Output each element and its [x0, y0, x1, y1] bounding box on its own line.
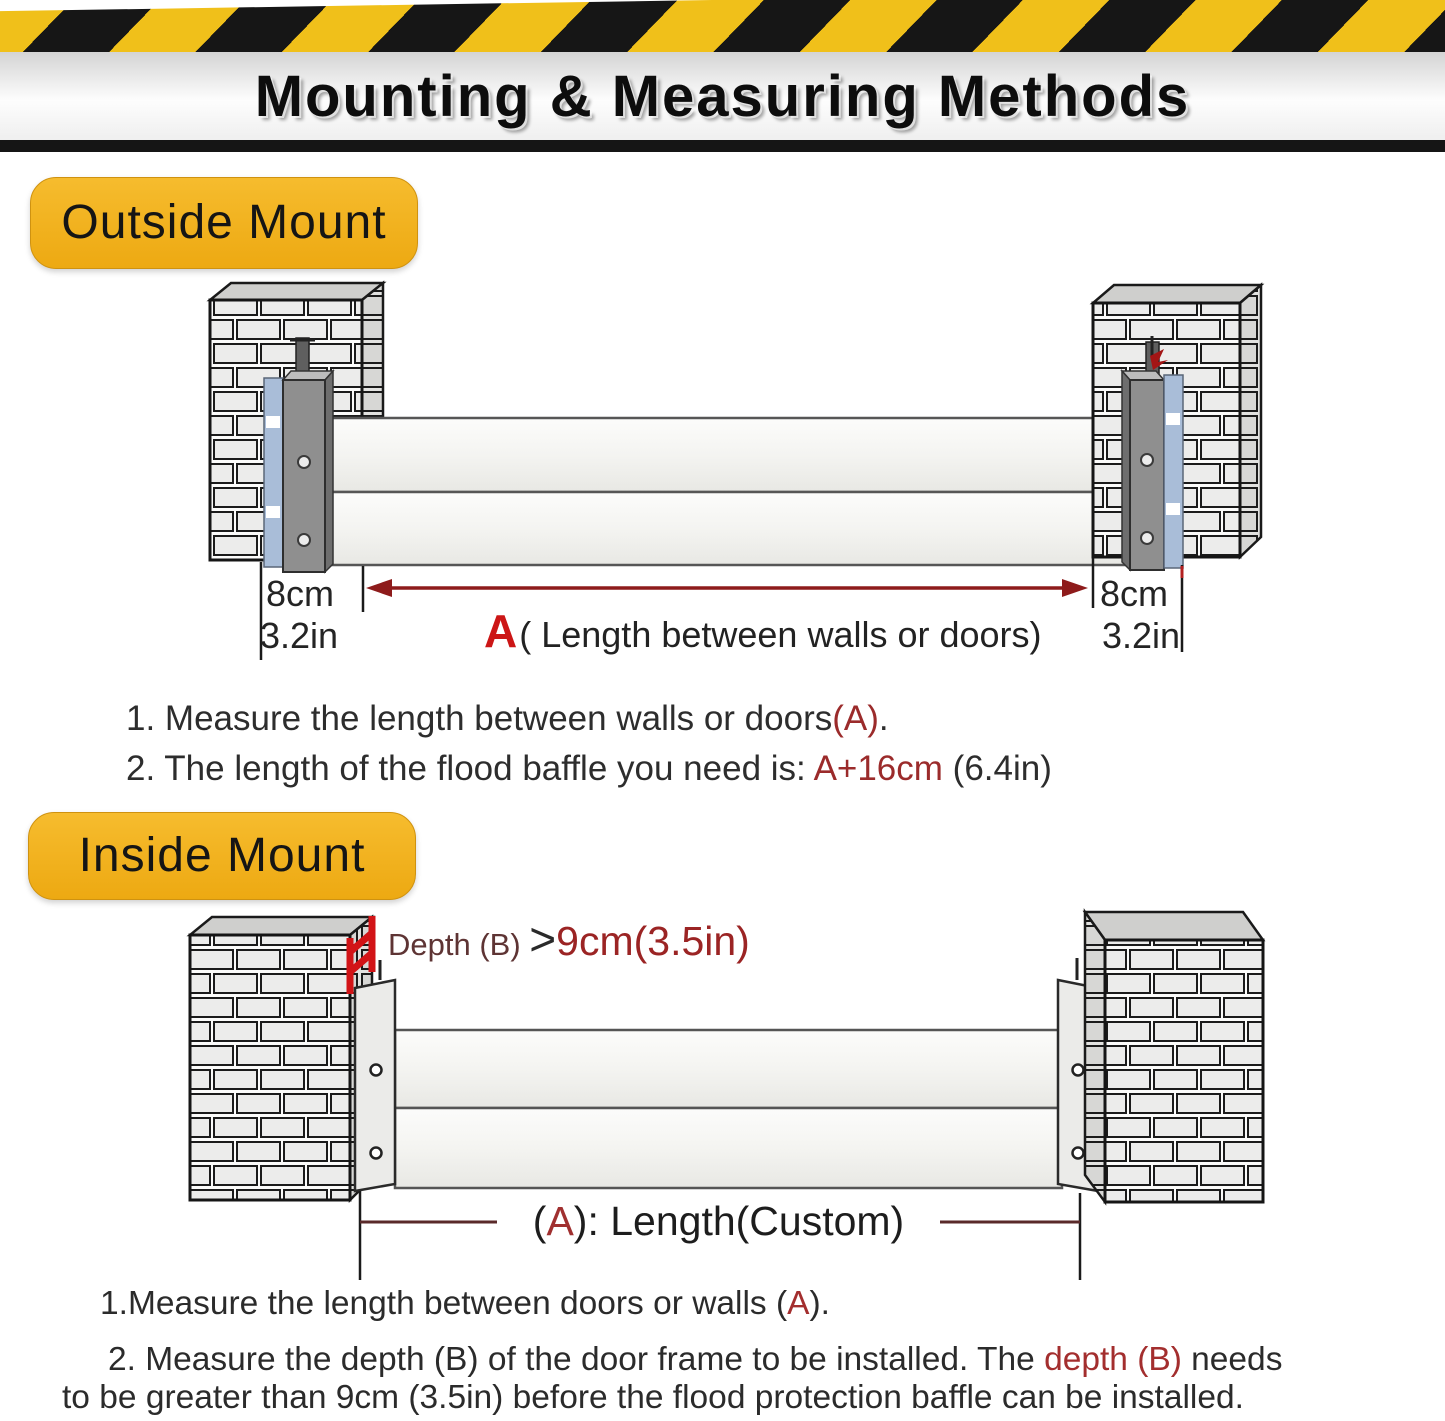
screw-icon — [371, 1065, 382, 1076]
title-band — [0, 52, 1445, 140]
right-seal-strip — [1164, 375, 1183, 568]
outside-step-1: 1. Measure the length between walls or doors(A). — [126, 699, 889, 738]
greater-than-symbol: > — [529, 913, 557, 965]
left-mount-channel — [355, 960, 395, 1191]
outside-mount-badge — [30, 177, 418, 269]
page-title: Mounting & Measuring Methods — [254, 63, 1191, 129]
flood-barrier-panel — [395, 1030, 1062, 1188]
depth-value: 9cm(3.5in) — [556, 918, 750, 964]
screw-icon — [1073, 1065, 1084, 1076]
outside-mount-badge-label: Outside Mount — [61, 196, 387, 249]
right-wall-pillar — [1085, 912, 1263, 1202]
outside-step-2: 2. The length of the flood baffle you need is: A+16cm (6.4in) — [126, 749, 1052, 788]
inside-step-1: 1.Measure the length between doors or walls (A). — [100, 1285, 830, 1322]
outside-steps — [126, 694, 1052, 794]
custom-length-label: (A): Length(Custom) — [532, 1198, 905, 1244]
inside-mount-diagram — [0, 900, 1445, 1300]
length-a-text: ( Length between walls or doors) — [519, 614, 1042, 655]
screw-icon — [1073, 1148, 1084, 1159]
left-mount-bracket — [264, 371, 333, 572]
inside-step-2-continued: to be greater than 9cm (3.5in) before the flood protection baffle can be installed. — [62, 1379, 1244, 1416]
screw-icon — [371, 1148, 382, 1159]
left-offset-cm: 8cm — [266, 573, 335, 614]
length-a-label — [484, 604, 1042, 658]
right-offset-in: 3.2in — [1102, 615, 1181, 656]
length-letter: A — [546, 1198, 574, 1244]
left-wall-pillar — [190, 917, 372, 1200]
screw-icon — [298, 456, 310, 468]
screw-icon — [1141, 454, 1153, 466]
screw-icon — [1141, 532, 1153, 544]
outside-mount-diagram — [0, 270, 1445, 680]
divider-bar — [0, 140, 1445, 152]
dimension-arrow — [366, 579, 1088, 597]
inside-mount-badge — [28, 812, 416, 900]
right-offset-cm: 8cm — [1100, 573, 1169, 614]
length-a-letter: A — [484, 605, 518, 657]
depth-label — [388, 912, 750, 966]
inside-mount-badge-label: Inside Mount — [78, 829, 366, 882]
inside-step-2: 2. Measure the depth (B) of the door frame to be installed. The depth (B) needs — [108, 1341, 1283, 1378]
flood-barrier-panel — [325, 418, 1130, 565]
depth-label-text: Depth (B) — [388, 927, 530, 962]
left-offset-in: 3.2in — [260, 615, 339, 656]
left-seal-strip — [264, 378, 283, 567]
screw-icon — [298, 534, 310, 546]
